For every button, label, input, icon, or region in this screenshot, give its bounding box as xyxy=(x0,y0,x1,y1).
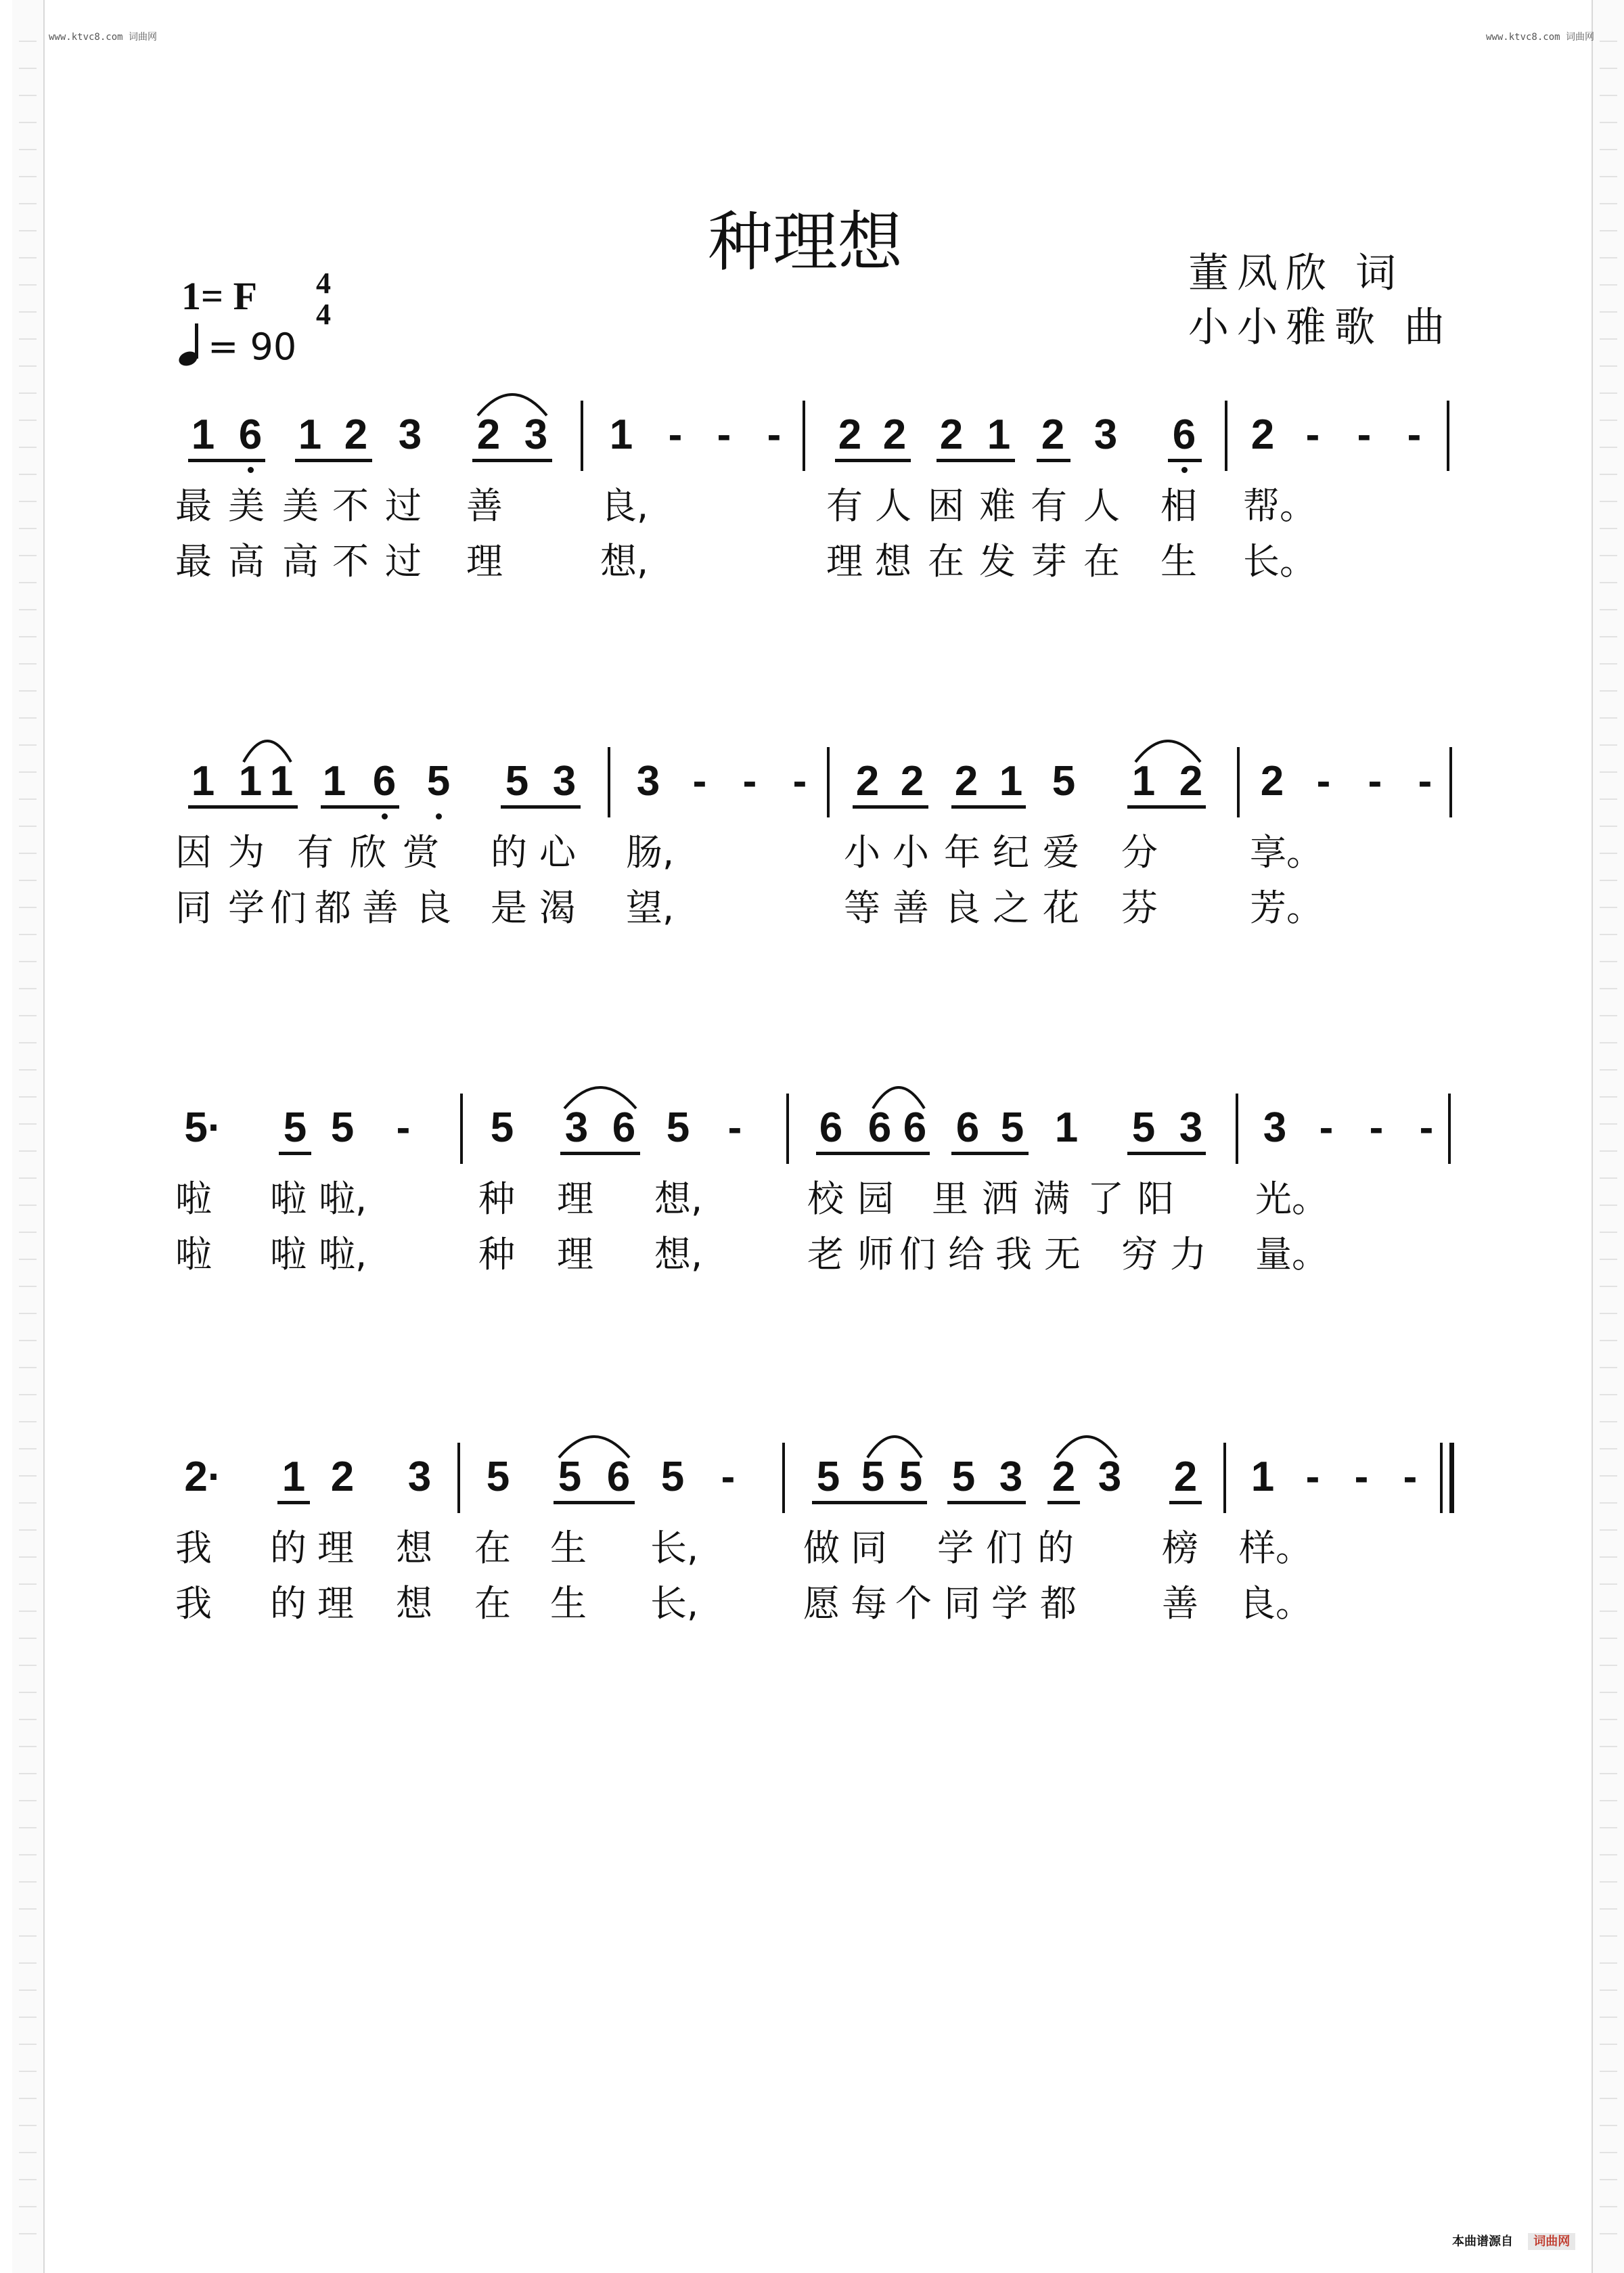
lyric-char: 美 xyxy=(282,485,319,527)
note: 5 xyxy=(283,1104,307,1151)
note: 5 xyxy=(660,1454,685,1500)
note: 1 xyxy=(1131,758,1156,805)
lyric-char: 之 xyxy=(993,886,1029,929)
note: 1 xyxy=(238,758,263,805)
note: 2 xyxy=(954,758,978,805)
key-tonic: F xyxy=(233,274,257,318)
note: 5 xyxy=(330,1104,355,1151)
note: - xyxy=(396,1104,411,1151)
note: - xyxy=(727,1104,742,1151)
lyric-char: 长, xyxy=(650,1582,699,1625)
note: 5 xyxy=(951,1454,976,1500)
note: 6 xyxy=(1172,411,1196,458)
slur xyxy=(559,1437,629,1458)
lyric-char: 都 xyxy=(315,886,351,929)
lyric-char: 良 xyxy=(944,886,980,929)
slur xyxy=(478,395,547,415)
lyric-char: 了 xyxy=(1087,1177,1124,1220)
note: - xyxy=(721,1454,736,1500)
lyric-char: 啦 xyxy=(175,1177,212,1220)
lyric-char: 同 xyxy=(944,1582,980,1625)
note: 5 xyxy=(816,1454,840,1500)
note: 2 xyxy=(344,411,368,458)
lyric-char: 年 xyxy=(944,831,980,874)
lyric-char: 理 xyxy=(466,540,503,583)
note: 2 xyxy=(1173,1454,1198,1500)
note: - xyxy=(668,411,683,458)
lyric-char: 师 xyxy=(857,1233,894,1276)
lyric-char: 生 xyxy=(550,1527,587,1569)
lyric-char: 想, xyxy=(600,540,649,583)
footer-text: 本曲谱源自 xyxy=(1452,2234,1513,2249)
note: 2 xyxy=(1052,1454,1076,1500)
note: - xyxy=(792,758,807,805)
note: 2 xyxy=(330,1454,355,1500)
lyric-char: 想 xyxy=(875,540,911,583)
lyric-char: 纪 xyxy=(993,831,1029,874)
note: - xyxy=(1369,1104,1384,1151)
note: - xyxy=(767,411,782,458)
note: - xyxy=(1407,411,1422,458)
lyric-char: 们 xyxy=(986,1527,1022,1569)
lyric-char: 我 xyxy=(995,1233,1032,1276)
lyric-char: 人 xyxy=(1083,485,1120,527)
lyric-char: 望, xyxy=(626,886,675,929)
lyric-char: 想 xyxy=(396,1582,432,1625)
lyric-char: 芬 xyxy=(1121,886,1158,929)
lyric-char: 穷 xyxy=(1121,1233,1158,1276)
note: 1 xyxy=(191,411,215,458)
note: 1 xyxy=(609,411,633,458)
lyric-char: 啦 xyxy=(175,1233,212,1276)
lyric-char: 善 xyxy=(466,485,503,527)
note: - xyxy=(1354,1454,1369,1500)
note: 1 xyxy=(1250,1454,1275,1500)
lyric-char: 想, xyxy=(654,1177,703,1220)
lyric-char: 美 xyxy=(228,485,265,527)
lyric-char: 啦, xyxy=(319,1177,367,1220)
lyric-char: 榜 xyxy=(1162,1527,1198,1569)
lyric-char: 理 xyxy=(826,540,863,583)
lyric-char: 们 xyxy=(270,886,307,929)
note: 5 xyxy=(505,758,529,805)
note: 2 xyxy=(939,411,964,458)
slur xyxy=(873,1087,924,1108)
lyric-char: 芽 xyxy=(1031,540,1067,583)
key-eq: = xyxy=(201,274,224,318)
slur xyxy=(1135,741,1200,762)
lyric-char: 最 xyxy=(175,485,212,527)
note: 1 xyxy=(269,758,294,805)
note: 1 xyxy=(322,758,346,805)
site-name-right: 词曲网 xyxy=(1566,32,1595,43)
lyric-char: 光。 xyxy=(1255,1177,1328,1220)
note: 2 xyxy=(882,411,907,458)
note: 6 xyxy=(612,1104,636,1151)
slur xyxy=(1057,1437,1116,1458)
lyric-char: 的 xyxy=(491,831,527,874)
note: 6 xyxy=(372,758,397,805)
lyric-char: 善 xyxy=(362,886,399,929)
lyricist-credit: 董凤欣 词 xyxy=(1188,250,1405,297)
note: 2 xyxy=(855,758,880,805)
note: - xyxy=(1403,1454,1418,1500)
note: 3 xyxy=(407,1454,432,1500)
slur xyxy=(867,1437,922,1458)
slur xyxy=(244,741,291,762)
note: 1 xyxy=(1054,1104,1079,1151)
slur xyxy=(564,1087,636,1108)
note: 2 xyxy=(1250,411,1275,458)
note: - xyxy=(1316,758,1331,805)
lyric-char: 不 xyxy=(332,540,369,583)
lyric-char: 每 xyxy=(851,1582,887,1625)
lyric-char: 的 xyxy=(270,1527,307,1569)
lyric-char: 理 xyxy=(557,1177,593,1220)
lyric-char: 人 xyxy=(875,485,911,527)
lyric-char: 同 xyxy=(175,886,212,929)
lyric-char: 同 xyxy=(851,1527,887,1569)
note: 2· xyxy=(184,1454,222,1500)
lyric-char: 啦 xyxy=(270,1233,307,1276)
lyric-char: 理 xyxy=(317,1527,354,1569)
note: 6 xyxy=(238,411,263,458)
note: 5 xyxy=(861,1454,885,1500)
note: 3 xyxy=(1093,411,1118,458)
note: 3 xyxy=(524,411,548,458)
note: - xyxy=(717,411,731,458)
note: - xyxy=(1418,758,1433,805)
lyric-char: 给 xyxy=(948,1233,985,1276)
lyric-char: 啦, xyxy=(319,1233,367,1276)
lyric-char: 无 xyxy=(1044,1233,1081,1276)
lyric-char: 园 xyxy=(857,1177,894,1220)
lyric-char: 肠, xyxy=(626,831,675,874)
lyric-char: 的 xyxy=(1037,1527,1074,1569)
lyric-char: 做 xyxy=(803,1527,840,1569)
site-name-left: 词曲网 xyxy=(129,32,158,43)
footer-logo: 词曲网 xyxy=(1528,2233,1575,2250)
note: 3 xyxy=(999,1454,1023,1500)
lyric-char: 理 xyxy=(317,1582,354,1625)
lyric-char: 力 xyxy=(1170,1233,1206,1276)
lyric-char: 洒 xyxy=(982,1177,1018,1220)
note: 3 xyxy=(552,758,577,805)
lyric-char: 在 xyxy=(928,540,964,583)
lyric-char: 赏 xyxy=(403,831,439,874)
note: 2 xyxy=(1179,758,1203,805)
note: 1 xyxy=(281,1454,306,1500)
note: 1 xyxy=(987,411,1011,458)
lyric-char: 种 xyxy=(478,1233,515,1276)
lyric-char: 良 xyxy=(415,886,451,929)
note: - xyxy=(1357,411,1372,458)
lyric-char: 想, xyxy=(654,1233,703,1276)
lyric-char: 渴 xyxy=(539,886,576,929)
lyric-char: 有 xyxy=(1031,485,1067,527)
note: - xyxy=(1305,411,1320,458)
note: - xyxy=(1368,758,1382,805)
lyric-char: 理 xyxy=(557,1233,593,1276)
lyric-char: 是 xyxy=(491,886,527,929)
lyric-char: 发 xyxy=(979,540,1016,583)
lyric-char: 校 xyxy=(807,1177,844,1220)
lyric-char: 帮。 xyxy=(1243,485,1316,527)
lyric-char: 有 xyxy=(826,485,863,527)
lyric-char: 在 xyxy=(474,1527,511,1569)
lyric-char: 学 xyxy=(228,886,265,929)
note: - xyxy=(1319,1104,1334,1151)
lyric-char: 善 xyxy=(1162,1582,1198,1625)
note: 6 xyxy=(955,1104,980,1151)
lyric-char: 个 xyxy=(895,1582,932,1625)
lyric-char: 长, xyxy=(650,1527,699,1569)
note: 5 xyxy=(490,1104,514,1151)
lyric-char: 难 xyxy=(979,485,1016,527)
lyric-char: 心 xyxy=(539,831,576,874)
lyric-char: 花 xyxy=(1043,886,1079,929)
time-signature-bottom: 4 xyxy=(316,298,331,331)
note: 2 xyxy=(1041,411,1065,458)
note: - xyxy=(1305,1454,1320,1500)
lyric-char: 过 xyxy=(385,540,422,583)
lyric-char: 有 xyxy=(297,831,334,874)
lyric-char: 满 xyxy=(1033,1177,1070,1220)
lyric-char: 过 xyxy=(385,485,422,527)
note: 3 xyxy=(1098,1454,1122,1500)
note: 3 xyxy=(1263,1104,1287,1151)
lyric-char: 生 xyxy=(550,1582,587,1625)
note: 3 xyxy=(1179,1104,1203,1151)
note: 2 xyxy=(900,758,924,805)
song-title: 种理想 xyxy=(708,204,903,280)
lyric-char: 长。 xyxy=(1243,540,1316,583)
note: 3 xyxy=(564,1104,589,1151)
lyric-char: 想 xyxy=(396,1527,432,1569)
lyric-char: 享。 xyxy=(1250,831,1323,874)
note: 5 xyxy=(426,758,451,805)
note: 5 xyxy=(1131,1104,1156,1151)
note: 5 xyxy=(1052,758,1076,805)
lyric-char: 最 xyxy=(175,540,212,583)
key-prefix: 1 xyxy=(181,274,201,318)
lyric-char: 量。 xyxy=(1255,1233,1328,1276)
note: 3 xyxy=(636,758,660,805)
note: 2 xyxy=(1260,758,1284,805)
note: - xyxy=(742,758,757,805)
lyric-char: 学 xyxy=(991,1582,1028,1625)
note: 5 xyxy=(666,1104,690,1151)
tempo-value: = 90 xyxy=(208,325,297,368)
lyric-char: 愿 xyxy=(803,1582,840,1625)
site-url-right: www.ktvc8.com xyxy=(1486,32,1560,43)
note: 5 xyxy=(558,1454,582,1500)
note: 6 xyxy=(819,1104,843,1151)
lyric-char: 欣 xyxy=(350,831,386,874)
lyric-char: 的 xyxy=(270,1582,307,1625)
lyric-char: 样。 xyxy=(1239,1527,1312,1569)
note: 2 xyxy=(476,411,501,458)
footer-source xyxy=(1452,2232,1575,2249)
lyric-char: 芳。 xyxy=(1250,886,1323,929)
lyric-char: 因 xyxy=(175,831,212,874)
time-signature-top: 4 xyxy=(316,267,331,300)
lyric-char: 小 xyxy=(893,831,929,874)
lyric-char: 高 xyxy=(282,540,319,583)
lyric-char: 良, xyxy=(600,485,649,527)
composer-credit: 小小雅歌 曲 xyxy=(1188,304,1453,351)
lyric-char: 啦 xyxy=(270,1177,307,1220)
lyric-char: 都 xyxy=(1040,1582,1077,1625)
note: 5 xyxy=(486,1454,510,1500)
lyric-char: 里 xyxy=(932,1177,968,1220)
site-url-left: www.ktvc8.com xyxy=(49,32,123,43)
lyric-char: 学 xyxy=(937,1527,974,1569)
lyric-char: 为 xyxy=(228,831,265,874)
lyric-char: 困 xyxy=(928,485,964,527)
note: 1 xyxy=(999,758,1023,805)
lyric-char: 老 xyxy=(807,1233,844,1276)
lyric-char: 等 xyxy=(844,886,880,929)
note: 6 xyxy=(606,1454,631,1500)
lyric-char: 我 xyxy=(175,1527,212,1569)
note: 5 xyxy=(1000,1104,1024,1151)
lyric-char: 分 xyxy=(1121,831,1158,874)
lyric-char: 高 xyxy=(228,540,265,583)
lyric-char: 不 xyxy=(332,485,369,527)
lyric-char: 生 xyxy=(1160,540,1197,583)
lyric-char: 阳 xyxy=(1137,1177,1174,1220)
lyric-char: 在 xyxy=(474,1582,511,1625)
note: 1 xyxy=(191,758,215,805)
lyric-char: 善 xyxy=(893,886,929,929)
lyric-char: 良。 xyxy=(1239,1582,1312,1625)
lyric-char: 小 xyxy=(844,831,880,874)
lyric-char: 在 xyxy=(1083,540,1120,583)
note: 6 xyxy=(867,1104,892,1151)
note: - xyxy=(1419,1104,1434,1151)
lyric-char: 相 xyxy=(1160,485,1197,527)
note: 5· xyxy=(184,1104,222,1151)
lyric-char: 爱 xyxy=(1043,831,1079,874)
note: 1 xyxy=(298,411,322,458)
note: 3 xyxy=(398,411,422,458)
note: - xyxy=(692,758,707,805)
note: 5 xyxy=(899,1454,923,1500)
lyric-char: 们 xyxy=(899,1233,936,1276)
lyric-char: 种 xyxy=(478,1177,515,1220)
note: 2 xyxy=(838,411,862,458)
lyric-char: 我 xyxy=(175,1582,212,1625)
note: 6 xyxy=(903,1104,927,1151)
